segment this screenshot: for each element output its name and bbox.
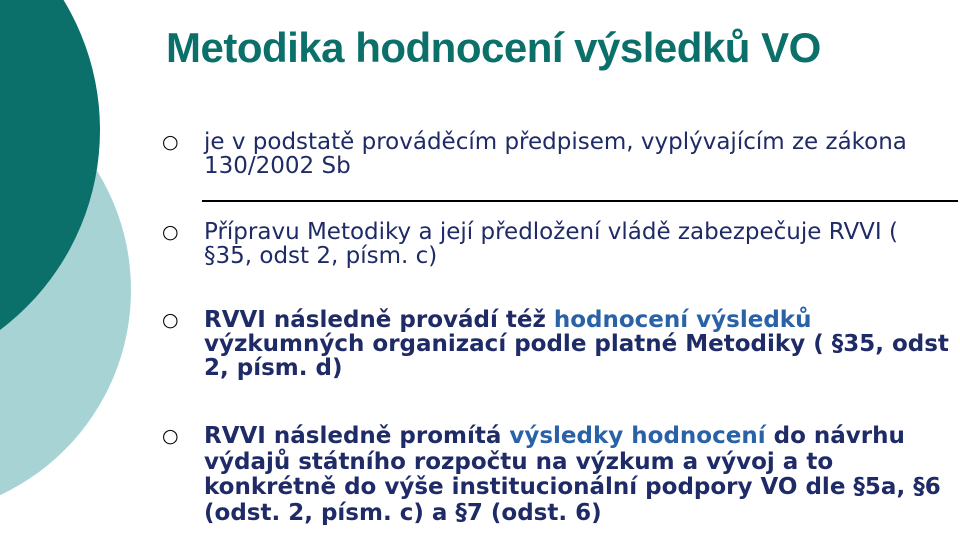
- bullet-text-start: RVVI následně provádí též: [204, 307, 554, 333]
- horizontal-divider: [202, 200, 958, 202]
- circle-bullet-icon: ○: [162, 131, 179, 153]
- slide-title: Metodika hodnocení výsledků VO: [166, 24, 821, 71]
- bullet-text-end: do návrhu výdajů státního rozpočtu na výzkum a vývoj a to konkrétně do výše institucionální podpory VO dle §5a, §6 (odst. 2, písm. c) a §7 (odst. 6): [204, 423, 941, 526]
- circle-bullet-icon: ○: [162, 425, 179, 447]
- decorative-teal-shapes: [0, 0, 200, 554]
- bullet-text: [204, 308, 952, 380]
- bullet-text-end: výzkumných organizací podle platné Metodiky ( §35, odst 2, písm. d): [204, 331, 949, 381]
- circle-bullet-icon: ○: [162, 309, 179, 331]
- highlighted-phrase: výsledky hodnocení: [509, 423, 766, 449]
- bullet-text: Přípravu Metodiky a její předložení vládě zabezpečuje RVVI ( §35, odst 2, písm. c): [204, 219, 898, 269]
- bullet-text: [204, 424, 952, 526]
- highlighted-phrase: hodnocení výsledků: [553, 307, 812, 333]
- circle-bullet-icon: ○: [162, 221, 179, 243]
- bullet-text-start: RVVI následně promítá: [204, 423, 510, 449]
- bullet-text: je v podstatě prováděcím předpisem, vyplývajícím ze zákona 130/2002 Sb: [204, 129, 907, 179]
